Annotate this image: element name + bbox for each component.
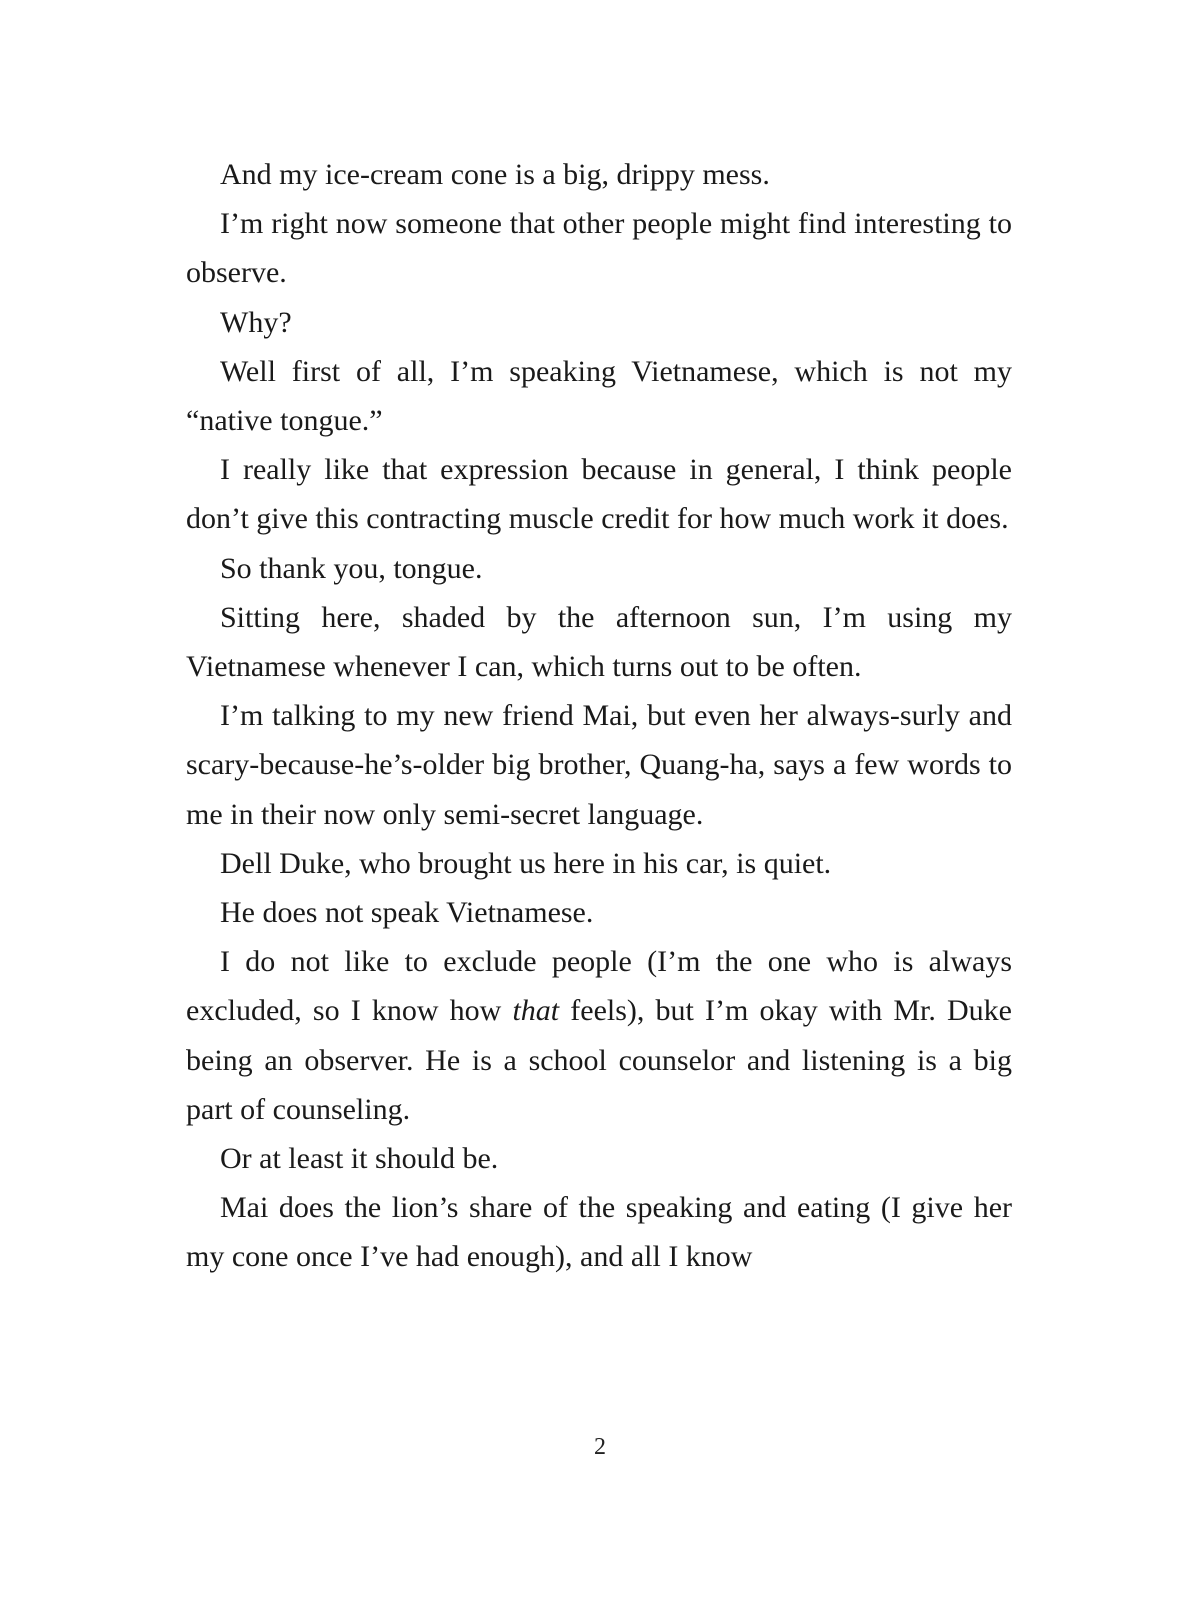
paragraph: Why?: [220, 305, 292, 339]
paragraph-exclude: [186, 937, 1012, 1134]
paragraph: I’m right now someone that other people might find interesting to observe.: [186, 207, 1012, 290]
paragraph: Mai does the lion’s share of the speaking and eating (I give her my cone once I’ve had enough), and all I know: [186, 1191, 1012, 1274]
paragraph: He does not speak Vietnamese.: [220, 896, 594, 930]
paragraph-text-before: I do not like to exclude people (I’m the one who is always excluded, so I know how: [186, 945, 1012, 1028]
paragraph: So thank you, tongue.: [220, 551, 483, 585]
emphasis-that: that: [512, 994, 560, 1028]
paragraph: Or at least it should be.: [220, 1142, 499, 1176]
paragraph: I really like that expression because in general, I think people don’t give this contracting muscle credit for how much work it does.: [186, 453, 1012, 536]
paragraph: I’m talking to my new friend Mai, but even her always-surly and scary-because-he’s-older big brother, Quang-ha, says a few words to me in their now only semi-secret language.: [186, 699, 1012, 831]
paragraph: Dell Duke, who brought us here in his car, is quiet.: [220, 846, 832, 880]
paragraph: Well first of all, I’m speaking Vietnamese, which is not my “native tongue.”: [186, 354, 1012, 438]
paragraph: And my ice-cream cone is a big, drippy mess.: [220, 158, 770, 191]
paragraph: Sitting here, shaded by the afternoon sun, I’m using my Vietnamese whenever I can, which turns out to be often.: [186, 600, 1012, 684]
body-text: [186, 150, 1012, 1282]
paragraph-text-after: feels), but I’m okay with Mr. Duke being an observer. He is a school counselor and listening is a big part of counseling.: [186, 994, 1013, 1126]
page-number: 2: [594, 1434, 606, 1460]
